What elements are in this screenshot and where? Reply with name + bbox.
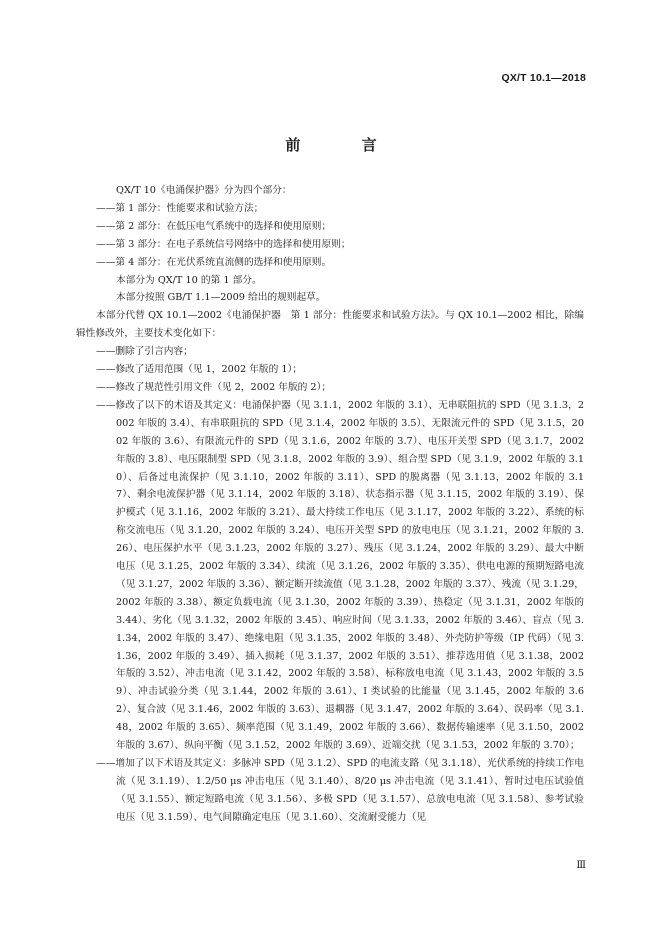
- section-title-foreword: 前 言: [285, 136, 405, 154]
- change-item-scope: ——修改了适用范围（见 1，2002 年版的 1）；: [96, 364, 303, 376]
- page-number: Ⅲ: [576, 860, 586, 871]
- document-code-header: QX/T 10.1—2018: [501, 72, 586, 84]
- replacement-statement: 本部分代替 QX 10.1—2002《电涌保护器 第 1 部分：性能要求和试验方法》。与 QX 10.1—2002 相比，除编辑性修改外，主要技术变化如下：: [76, 310, 584, 340]
- intro-paragraph: QX/T 10《电涌保护器》分为四个部分：: [116, 185, 292, 196]
- foreword-body: [76, 182, 584, 827]
- drafting-rule-statement: 本部分按照 GB/T 1.1—2009 给出的规则起草。: [116, 292, 326, 304]
- change-item-deleted-intro: ——删除了引言内容；: [96, 346, 193, 358]
- list-item-part-2: ——第 2 部分：在低压电气系统中的选择和使用原则；: [96, 220, 332, 232]
- change-item-modified-terms: ——修改了以下的术语及其定义：电涌保护器（见 3.1.1，2002 年版的 3.1）、无串联阻抗的 SPD（见 3.1.3，2002 年版的 3.4）、有串联阻抗的 SPD（见 3.1.4，2002 年版的 3.5）、无限流元件的 SPD（见 3.1.5，2002 年版的 3.6）、有限流元件的 SPD（见 3.1.6，2002 年版的 3.7）、电压开关型 SPD（见 3.1.7，2002 年版的 3.8）、电压限制型 SPD（见 3.1.8，2002 年版的 3.9）、组合型 SPD（见 3.1.9，2002 年版的 3.10）、后备过电流保护（见 3.1.10，2002 年版的 3.11）、SPD 的脱离器（见 3.1.13，2002 年版的 3.17）、剩余电流保护器（见 3.1.14，2002 年版的 3.18）、状态指示器（见 3.1.15，2002 年版的 3.19）、保护模式（见 3.1.16，2002 年版的 3.21）、最大持续工作电压（见 3.1.17，2002 年版的 3.22）、系统的标称交流电压（见 3.1.20，2002 年版的 3.24）、电压开关型 SPD 的放电电压（见 3.1.21，2002 年版的 3.26）、电压保护水平（见 3.1.23，2002 年版的 3.27）、残压（见 3.1.24，2002 年版的 3.29）、最大中断电压（见 3.1.25，2002 年版的 3.34）、续流（见 3.1.26，2002 年版的 3.35）、供电电源的预期短路电流（见 3.1.27，2002 年版的 3.36）、额定断开续流值（见 3.1.28，2002 年版的 3.37）、残流（见 3.1.29，2002 年版的 3.38）、额定负载电流（见 3.1.30，2002 年版的 3.39）、热稳定（见 3.1.31，2002 年版的 3.44）、劣化（见 3.1.32，2002 年版的 3.45）、响应时间（见 3.1.33，2002 年版的 3.46）、盲点（见 3.1.34，2002 年版的 3.47）、绝缘电阻（见 3.1.35，2002 年版的 3.48）、外壳防护等级（IP 代码）（见 3.1.36，2002 年版的 3.49）、插入损耗（见 3.1.37，2002 年版的 3.51）、推荐选用值（见 3.1.38，2002 年版的 3.52）、冲击电流（见 3.1.42，2002 年版的 3.58）、标称放电电流（见 3.1.43，2002 年版的 3.59）、冲击试验分类（见 3.1.44，2002 年版的 3.61）、I 类试验的比能量（见 3.1.45，2002 年版的 3.62）、复合波（见 3.1.46，2002 年版的 3.63）、退耦器（见 3.1.47，2002 年版的 3.64）、误码率（见 3.1.48，2002 年版的 3.65）、频率范围（见 3.1.49，2002 年版的 3.66）、数据传输速率（见 3.1.50，2002 年版的 3.67）、纵向平衡（见 3.1.52，2002 年版的 3.69）、近端交扰（见 3.1.53，2002 年版的 3.70）；: [96, 399, 584, 752]
- list-item-part-3: ——第 3 部分：在电子系统信号网络中的选择和使用原则；: [96, 238, 351, 250]
- part-statement: 本部分为 QX/T 10 的第 1 部分。: [116, 274, 262, 286]
- list-item-part-4: ——第 4 部分：在光伏系统直流侧的选择和使用原则。: [96, 256, 332, 268]
- change-item-added-terms: ——增加了以下术语及其定义：多脉冲 SPD（见 3.1.2）、SPD 的电流支路（见 3.1.18）、光伏系统的持续工作电流（见 3.1.19）、1.2/50 μs 冲击电压（见 3.1.40）、8/20 μs 冲击电流（见 3.1.41）、暂时过电压试验值（见 3.1.55）、额定短路电流（见 3.1.56）、多极 SPD（见 3.1.57）、总放电电流（见 3.1.58）、参考试验电压（见 3.1.59）、电气间隙确定电压（见 3.1.60）、交流耐受能力（见: [96, 758, 584, 823]
- list-item-part-1: ——第 1 部分：性能要求和试验方法；: [96, 202, 264, 214]
- change-item-normative-references: ——修改了规范性引用文件（见 2，2002 年版的 2）；: [96, 381, 332, 393]
